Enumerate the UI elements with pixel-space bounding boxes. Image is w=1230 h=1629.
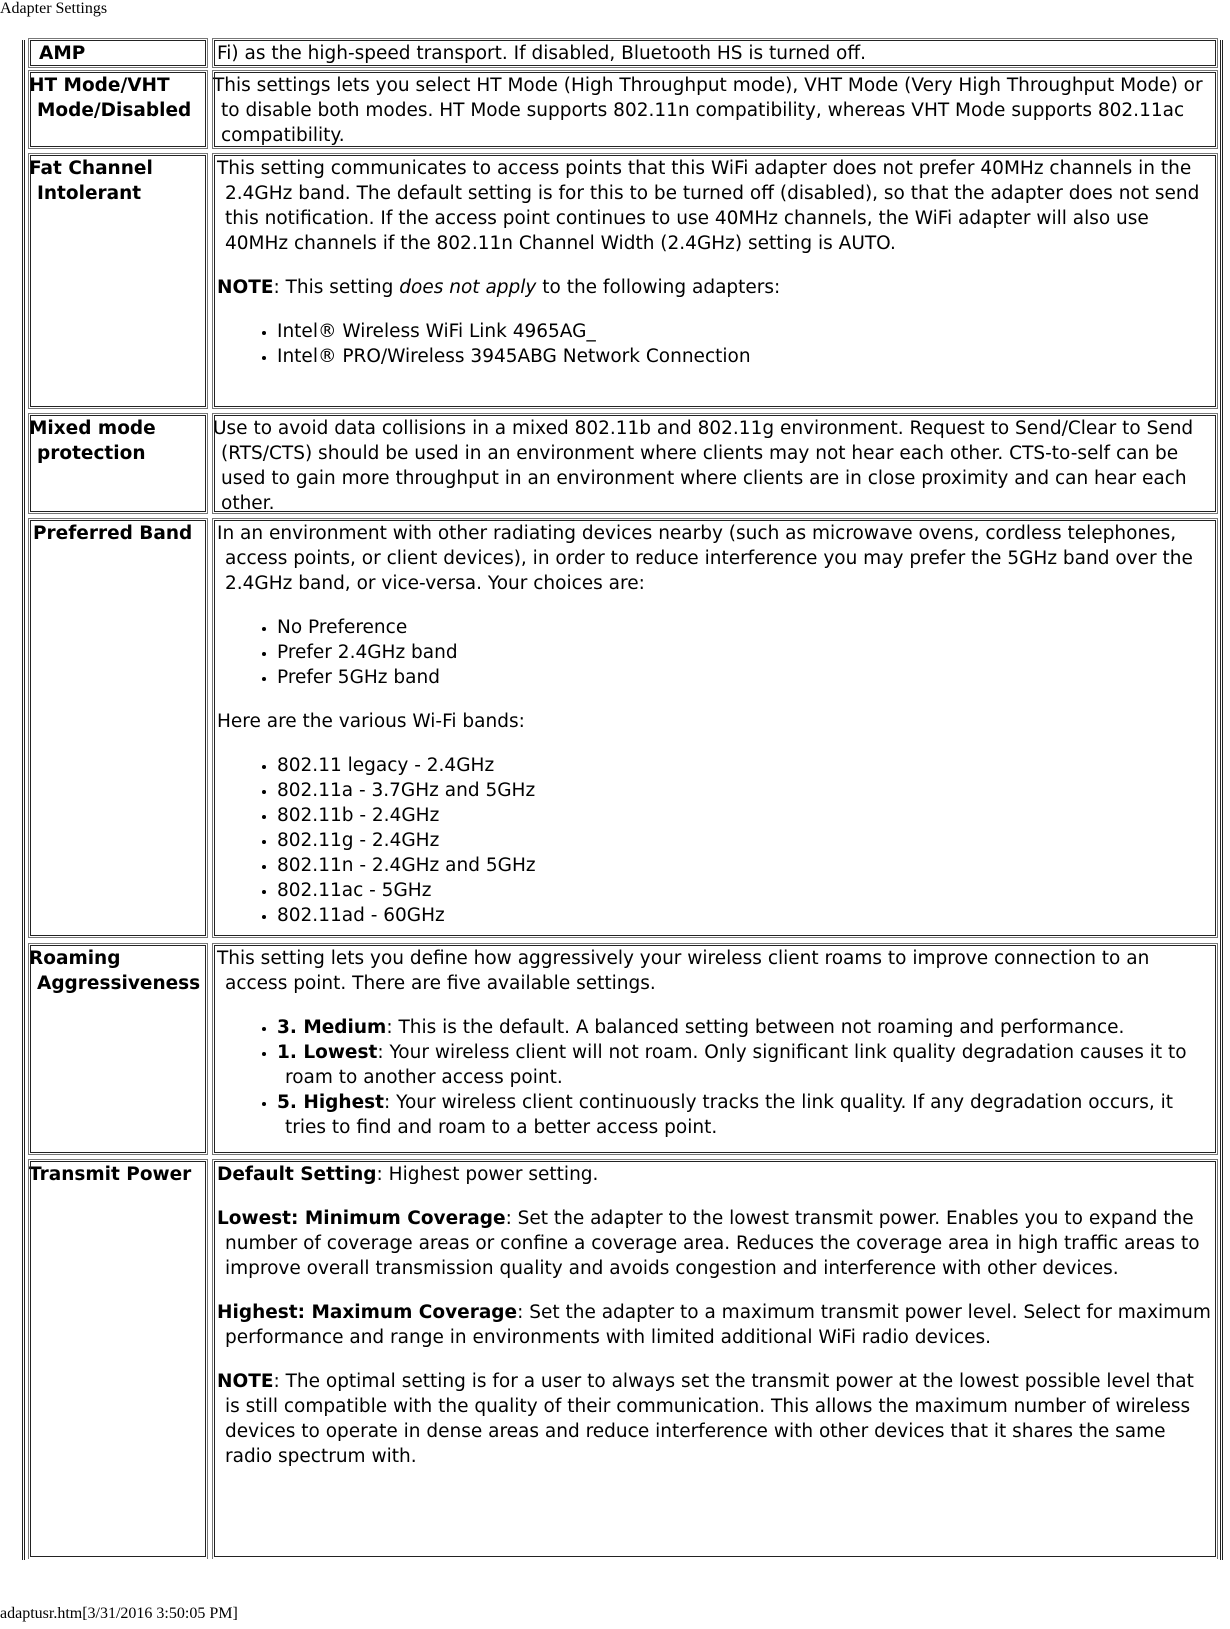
list-item — [277, 1015, 1213, 1040]
option-label: 1. Lowest — [277, 1042, 378, 1063]
default-label: Default Setting — [217, 1164, 377, 1185]
option-text: : This is the default. A balanced setting between not roaming and performance. — [386, 1017, 1125, 1038]
table-outer-border-right — [1220, 40, 1223, 1560]
choices-list — [217, 615, 1213, 690]
roaming-options-list — [217, 1015, 1213, 1140]
note-text: : This setting — [273, 277, 400, 298]
default-text: : Highest power setting. — [376, 1164, 599, 1185]
note-label: NOTE — [217, 277, 274, 298]
bands-list — [217, 753, 1213, 928]
setting-name: Fat Channel Intolerant — [28, 153, 208, 409]
lowest-label: Lowest: Minimum Coverage — [217, 1208, 506, 1229]
setting-description: This setting communicates to access points that this WiFi adapter does not prefer 40MHz channels in the 2.4GHz band. The default setting is for this to be turned off (disabled), so that the adapter does not send this notification. If the access point continues to use 40MHz channels, the WiFi adapter will also use 40MHz channels if the 802.11n Channel Width (2.4GHz) setting is AUTO. — [217, 158, 1200, 254]
option-label: 3. Medium — [277, 1017, 387, 1038]
list-item: • 802.11ac - 5GHz — [277, 878, 1213, 903]
note-paragraph — [217, 275, 1213, 300]
page-header: Adapter Settings — [0, 0, 108, 17]
setting-description-cell — [212, 943, 1218, 1155]
setting-description: This setting lets you define how aggressively your wireless client roams to improve connection to an access point. There are five available settings. — [217, 948, 1150, 994]
default-paragraph — [217, 1162, 1213, 1187]
list-item: • Intel® PRO/Wireless 3945ABG Network Connection — [277, 344, 1213, 369]
setting-name: Transmit Power — [28, 1159, 208, 1559]
list-item: • 802.11n - 2.4GHz and 5GHz — [277, 853, 1213, 878]
list-item: • 802.11a - 3.7GHz and 5GHz — [277, 778, 1213, 803]
note-text: to the following adapters: — [536, 277, 781, 298]
adapter-list — [217, 319, 1213, 369]
setting-description-cell — [212, 153, 1218, 409]
setting-description: In an environment with other radiating devices nearby (such as microwave ovens, cordless telephones, access points, or client devices), in order to reduce interference you may prefer the 5GHz band over the 2.4GHz band, or vice-versa. Your choices are: — [217, 523, 1193, 594]
highest-text: : Set the adapter to a maximum transmit power level. Select for maximum performance and range in environments with limited additional WiFi radio devices. — [225, 1302, 1211, 1348]
list-item: • No Preference — [277, 615, 1213, 640]
note-paragraph — [217, 1369, 1213, 1469]
page-footer: adaptusr.htm[3/31/2016 3:50:05 PM] — [0, 1605, 238, 1622]
setting-description: Fi) as the high-speed transport. If disabled, Bluetooth HS is turned off. — [212, 38, 1218, 68]
highest-paragraph — [217, 1300, 1213, 1350]
setting-name: Preferred Band — [28, 518, 208, 938]
setting-name: Roaming Aggressiveness — [28, 943, 208, 1155]
list-item: • 802.11ad - 60GHz — [277, 903, 1213, 928]
option-label: 5. Highest — [277, 1092, 384, 1113]
list-item — [277, 1040, 1213, 1090]
list-item: • Intel® Wireless WiFi Link 4965AG_ — [277, 319, 1213, 344]
setting-name: HT Mode/VHT Mode/Disabled — [28, 70, 208, 149]
setting-description-cell — [212, 1159, 1218, 1559]
setting-name: AMP — [28, 38, 208, 68]
highest-label: Highest: Maximum Coverage — [217, 1302, 518, 1323]
list-item: • 802.11g - 2.4GHz — [277, 828, 1213, 853]
bands-intro: Here are the various Wi-Fi bands: — [217, 711, 525, 732]
list-item: • 802.11b - 2.4GHz — [277, 803, 1213, 828]
setting-name: Mixed mode protection — [28, 413, 208, 514]
list-item: • Prefer 5GHz band — [277, 665, 1213, 690]
option-text: : Your wireless client will not roam. Only significant link quality degradation causes it to roam to another access point. — [285, 1042, 1187, 1088]
setting-description-cell — [212, 518, 1218, 938]
option-text: : Your wireless client continuously tracks the link quality. If any degradation occurs, it tries to find and roam to a better access point. — [285, 1092, 1173, 1138]
list-item — [277, 1090, 1213, 1140]
setting-description: Use to avoid data collisions in a mixed 802.11b and 802.11g environment. Request to Send/Clear to Send (RTS/CTS) should be used in an environment where clients may not hear each other. CTS-to-self can be used to gain more throughput in an environment where clients are in close proximity and can hear each other. — [212, 413, 1218, 514]
list-item: • Prefer 2.4GHz band — [277, 640, 1213, 665]
note-label: NOTE — [217, 1371, 274, 1392]
table-outer-border-left — [22, 40, 25, 1560]
lowest-text: : Set the adapter to the lowest transmit power. Enables you to expand the number of coverage areas or confine a coverage area. Reduces the coverage area in high traffic areas to improve overall transmission quality and avoids congestion and interference with other devices. — [225, 1208, 1200, 1279]
list-item: • 802.11 legacy - 2.4GHz — [277, 753, 1213, 778]
setting-description: This settings lets you select HT Mode (High Throughput mode), VHT Mode (Very High Throughput Mode) or to disable both modes. HT Mode supports 802.11n compatibility, whereas VHT Mode supports 802.11ac compatibility. — [212, 70, 1218, 149]
lowest-paragraph — [217, 1206, 1213, 1281]
note-text: : The optimal setting is for a user to always set the transmit power at the lowest possible level that is still compatible with the quality of their communication. This allows the maximum number of wireless devices to operate in dense areas and reduce interference with other devices that it shares the same radio spectrum with. — [225, 1371, 1194, 1467]
note-emphasis: does not apply — [399, 277, 537, 298]
